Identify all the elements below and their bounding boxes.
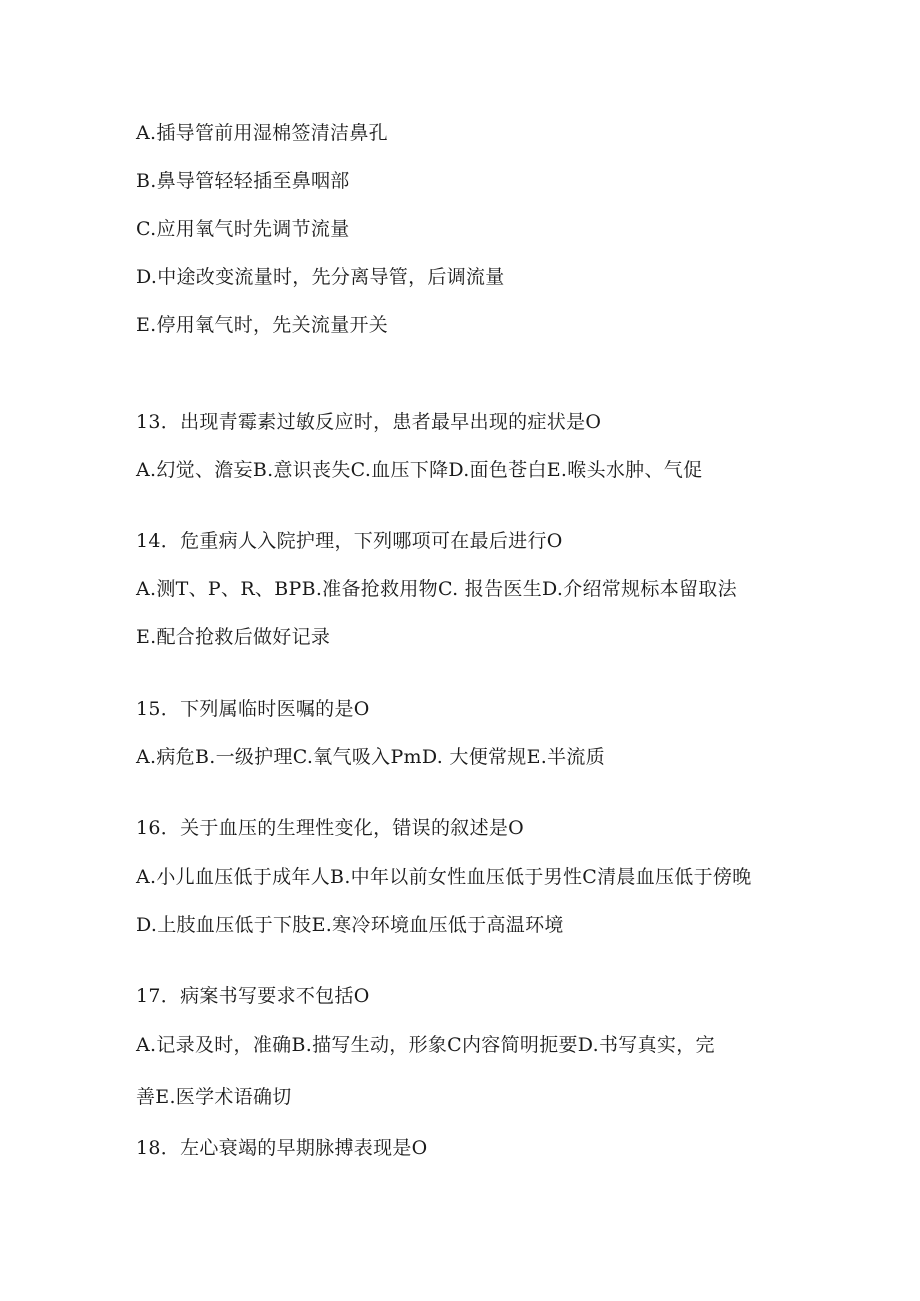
option-c-line: C.应用氧气时先调节流量 (136, 218, 350, 240)
option-e-line: E.停用氧气时，先关流量开关 (136, 314, 389, 336)
question-17-options-cont: 善E.医学术语确切 (136, 1086, 292, 1108)
option-b-line: B.鼻导管轻轻插至鼻咽部 (136, 170, 350, 192)
question-13-options: A.幻觉、澹妄B.意识丧失C.血压下降D.面色苍白E.喉头水肿、气促 (136, 459, 703, 481)
question-13: 13．出现青霉素过敏反应时，患者最早出现的症状是O (136, 411, 602, 433)
question-15: 15．下列属临时医嘱的是O (136, 698, 370, 720)
question-17: 17．病案书写要求不包括O (136, 985, 370, 1007)
question-15-options: A.病危B.一级护理C.氧气吸入PmD. 大便常规E.半流质 (136, 746, 606, 768)
option-a-line: A.插导管前用湿棉签清洁鼻孔 (136, 122, 388, 144)
question-14-options: A.测T、P、R、BPB.准备抢救用物C. 报告医生D.介绍常规标本留取法 (136, 578, 737, 600)
question-16-options: A.小儿血压低于成年人B.中年以前女性血压低于男性C清晨血压低于傍晚 (136, 866, 752, 888)
question-18: 18．左心衰竭的早期脉搏表现是O (136, 1137, 428, 1159)
option-d-line: D.中途改变流量时，先分离导管，后调流量 (136, 266, 505, 288)
question-14: 14．危重病人入院护理，下列哪项可在最后进行O (136, 530, 563, 552)
question-17-options: A.记录及时，准确B.描写生动，形象C内容简明扼要D.书写真实，完 (136, 1034, 715, 1056)
question-16-options-cont: D.上肢血压低于下肢E.寒冷环境血压低于高温环境 (136, 914, 564, 936)
question-14-options-cont: E.配合抢救后做好记录 (136, 626, 331, 648)
question-16: 16．关于血压的生理性变化，错误的叙述是O (136, 817, 525, 839)
